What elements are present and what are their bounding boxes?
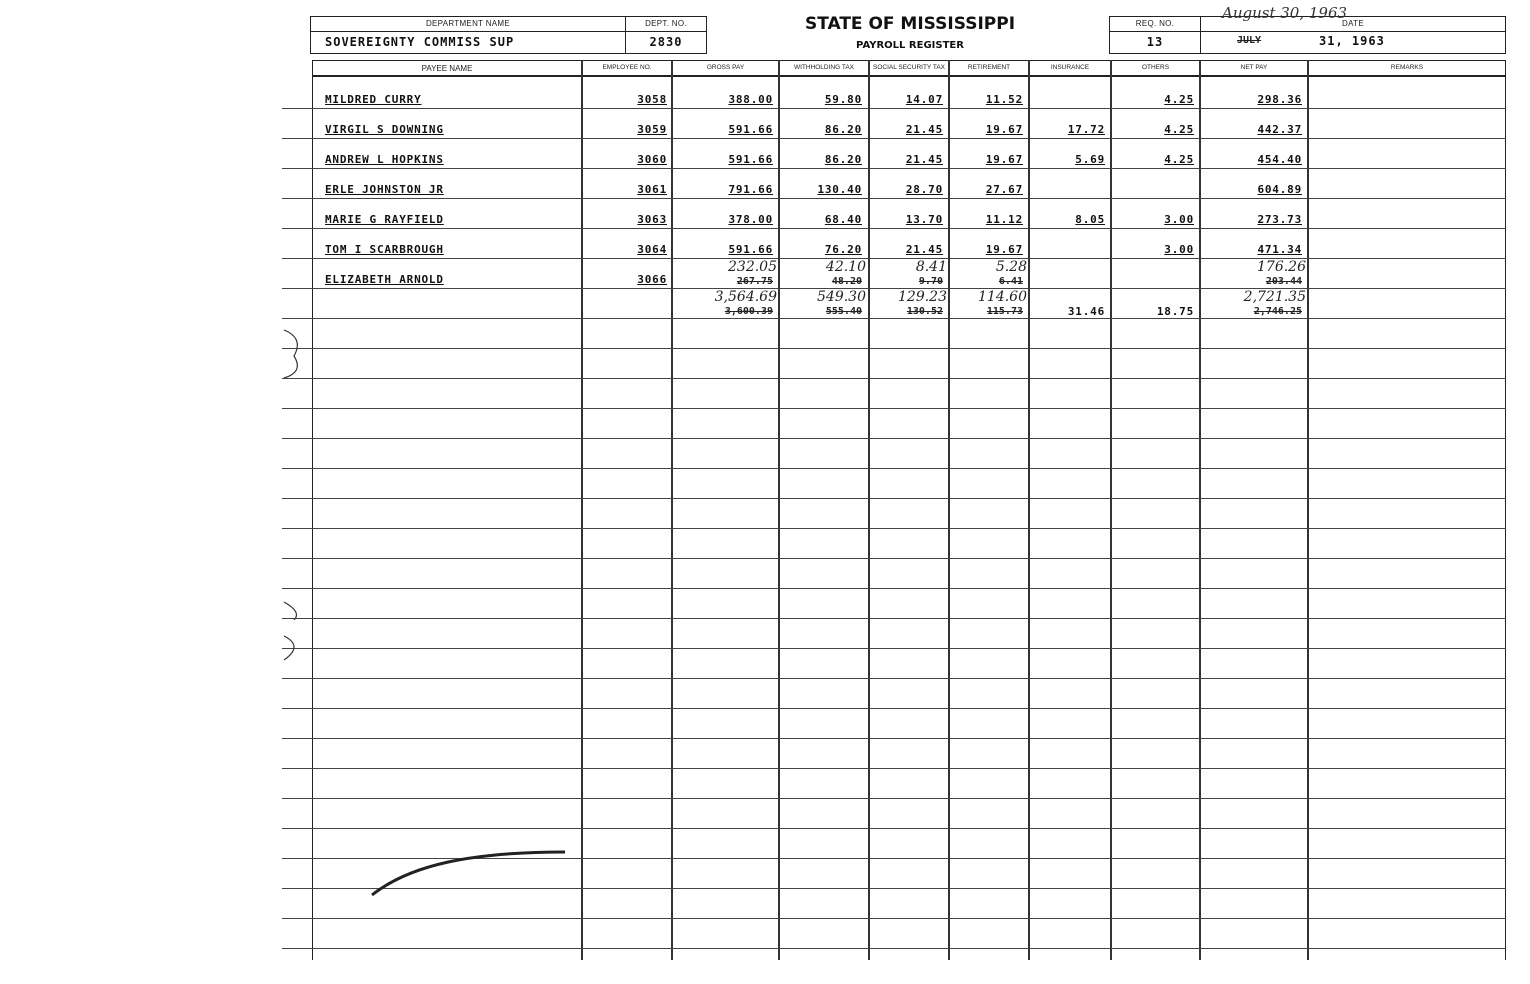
dept-no-label: DEPT. NO. bbox=[626, 17, 706, 32]
total-social-security-tax-cell-handwritten: 129.23 bbox=[898, 289, 947, 305]
total-social-security-tax-cell-struck: 130.52 bbox=[906, 306, 943, 317]
payee-name-cell: ANDREW L HOPKINS bbox=[325, 153, 444, 166]
withholding-tax-cell: 130.40 bbox=[817, 183, 862, 196]
payee-name-cell: TOM I SCARBROUGH bbox=[325, 243, 444, 256]
row-rule bbox=[282, 918, 1506, 919]
gross-pay-cell-struck: 267.75 bbox=[736, 276, 773, 287]
col-divider bbox=[581, 60, 583, 960]
total-retirement-cell-struck: 115.73 bbox=[986, 306, 1023, 317]
date-handwritten: August 30, 1963 bbox=[1222, 4, 1348, 22]
insurance-cell: 17.72 bbox=[1067, 123, 1105, 136]
net-pay-cell-handwritten: 176.26 bbox=[1257, 259, 1306, 275]
employee-no-cell: 3064 bbox=[637, 243, 667, 256]
col-divider bbox=[671, 60, 673, 960]
total-withholding-tax-cell-struck: 555.40 bbox=[825, 306, 862, 317]
gross-pay-cell: 378.00 bbox=[728, 213, 773, 226]
withholding-tax-cell-struck: 48.20 bbox=[831, 276, 862, 287]
header-divider bbox=[312, 75, 1506, 77]
row-rule bbox=[282, 798, 1506, 799]
gross-pay-cell-handwritten: 232.05 bbox=[728, 259, 777, 275]
colhead-others: OTHERS bbox=[1141, 64, 1170, 71]
row-rule bbox=[282, 408, 1506, 409]
gross-pay-cell: 591.66 bbox=[728, 243, 773, 256]
row-rule bbox=[282, 318, 1506, 319]
retirement-cell: 11.52 bbox=[985, 93, 1023, 106]
total-others-cell: 18.75 bbox=[1156, 305, 1194, 318]
row-rule bbox=[282, 618, 1506, 619]
row-rule bbox=[282, 528, 1506, 529]
social-security-tax-cell: 21.45 bbox=[905, 123, 943, 136]
req-no-box bbox=[1109, 16, 1201, 54]
withholding-tax-cell: 68.40 bbox=[824, 213, 862, 226]
social-security-tax-cell: 14.07 bbox=[905, 93, 943, 106]
total-withholding-tax-cell-handwritten: 549.30 bbox=[817, 289, 866, 305]
col-divider bbox=[868, 60, 870, 960]
col-divider bbox=[1110, 60, 1112, 960]
total-net-pay-cell-handwritten: 2,721.35 bbox=[1243, 289, 1306, 305]
withholding-tax-cell: 76.20 bbox=[824, 243, 862, 256]
date-struck-month: JULY bbox=[1237, 35, 1262, 46]
gross-pay-cell: 791.66 bbox=[728, 183, 773, 196]
retirement-cell: 19.67 bbox=[985, 153, 1023, 166]
department-name-value: SOVEREIGNTY COMMISS SUP bbox=[325, 35, 515, 49]
row-rule bbox=[282, 108, 1506, 109]
req-no-value: 13 bbox=[1146, 35, 1164, 49]
others-cell: 4.25 bbox=[1164, 153, 1194, 166]
social-security-tax-cell: 21.45 bbox=[905, 153, 943, 166]
social-security-tax-cell-struck: 9.70 bbox=[918, 276, 943, 287]
col-divider bbox=[1307, 60, 1309, 960]
insurance-cell: 5.69 bbox=[1075, 153, 1105, 166]
row-rule bbox=[282, 258, 1506, 259]
total-gross-pay-cell-struck: 3,600.39 bbox=[724, 306, 773, 317]
net-pay-cell-struck: 203.44 bbox=[1265, 276, 1302, 287]
employee-no-cell: 3058 bbox=[637, 93, 667, 106]
payee-name-cell: ELIZABETH ARNOLD bbox=[325, 273, 444, 286]
total-insurance-cell: 31.46 bbox=[1067, 305, 1105, 318]
dept-no-box bbox=[625, 16, 707, 54]
colhead-gross-pay: GROSS PAY bbox=[706, 64, 745, 71]
colhead-employee-no: EMPLOYEE NO. bbox=[602, 64, 652, 71]
date-typed: 31, 1963 bbox=[1319, 34, 1385, 48]
withholding-tax-cell: 86.20 bbox=[824, 153, 862, 166]
others-cell: 4.25 bbox=[1164, 93, 1194, 106]
row-rule bbox=[282, 288, 1506, 289]
date-label: DATE bbox=[1201, 17, 1505, 32]
employee-no-cell: 3059 bbox=[637, 123, 667, 136]
row-rule bbox=[282, 738, 1506, 739]
page-title: STATE OF MISSISSIPPI bbox=[804, 14, 1016, 34]
colhead-payee-name: PAYEE NAME bbox=[421, 64, 473, 73]
retirement-cell-struck: 6.41 bbox=[998, 276, 1023, 287]
insurance-cell: 8.05 bbox=[1075, 213, 1105, 226]
retirement-cell-handwritten: 5.28 bbox=[995, 259, 1027, 275]
colhead-net-pay: NET PAY bbox=[1240, 64, 1268, 71]
net-pay-cell: 471.34 bbox=[1257, 243, 1302, 256]
row-rule bbox=[282, 228, 1506, 229]
social-security-tax-cell: 21.45 bbox=[905, 243, 943, 256]
colhead-insurance: INSURANCE bbox=[1050, 64, 1090, 71]
payee-name-cell: MILDRED CURRY bbox=[325, 93, 422, 106]
net-pay-cell: 442.37 bbox=[1257, 123, 1302, 136]
others-cell: 3.00 bbox=[1164, 213, 1194, 226]
retirement-cell: 11.12 bbox=[985, 213, 1023, 226]
net-pay-cell: 273.73 bbox=[1257, 213, 1302, 226]
payee-name-cell: ERLE JOHNSTON JR bbox=[325, 183, 444, 196]
net-pay-cell: 454.40 bbox=[1257, 153, 1302, 166]
req-no-label: REQ. NO. bbox=[1110, 17, 1200, 32]
retirement-cell: 19.67 bbox=[985, 123, 1023, 136]
colhead-withholding-tax: WITHHOLDING TAX bbox=[793, 64, 855, 71]
date-value-row bbox=[1201, 32, 1505, 52]
col-divider bbox=[778, 60, 780, 960]
employee-no-cell: 3061 bbox=[637, 183, 667, 196]
total-net-pay-cell-struck: 2,746.25 bbox=[1253, 306, 1302, 317]
retirement-cell: 27.67 bbox=[985, 183, 1023, 196]
payee-name-cell: VIRGIL S DOWNING bbox=[325, 123, 444, 136]
gross-pay-cell: 591.66 bbox=[728, 153, 773, 166]
colhead-social-security-tax: SOCIAL SECURITY TAX bbox=[872, 64, 945, 71]
row-rule bbox=[282, 348, 1506, 349]
row-rule bbox=[282, 168, 1506, 169]
row-rule bbox=[282, 948, 1506, 949]
col-divider bbox=[948, 60, 950, 960]
dept-no-value: 2830 bbox=[649, 35, 683, 49]
net-pay-cell: 604.89 bbox=[1257, 183, 1302, 196]
gross-pay-cell: 388.00 bbox=[728, 93, 773, 106]
withholding-tax-cell-handwritten: 42.10 bbox=[825, 259, 866, 275]
col-divider bbox=[1199, 60, 1201, 960]
withholding-tax-cell: 59.80 bbox=[824, 93, 862, 106]
payee-name-cell: MARIE G RAYFIELD bbox=[325, 213, 444, 226]
colhead-remarks: REMARKS bbox=[1390, 64, 1424, 71]
row-rule bbox=[282, 198, 1506, 199]
social-security-tax-cell: 28.70 bbox=[905, 183, 943, 196]
row-rule bbox=[282, 648, 1506, 649]
row-rule bbox=[282, 138, 1506, 139]
row-rule bbox=[282, 828, 1506, 829]
social-security-tax-cell: 13.70 bbox=[905, 213, 943, 226]
row-rule bbox=[282, 558, 1506, 559]
row-rule bbox=[282, 708, 1506, 709]
colhead-retirement: RETIREMENT bbox=[967, 64, 1011, 71]
employee-no-cell: 3060 bbox=[637, 153, 667, 166]
col-divider bbox=[1028, 60, 1030, 960]
row-rule bbox=[282, 378, 1506, 379]
gross-pay-cell: 591.66 bbox=[728, 123, 773, 136]
employee-no-cell: 3063 bbox=[637, 213, 667, 226]
department-name-label: DEPARTMENT NAME bbox=[311, 17, 625, 32]
retirement-cell: 19.67 bbox=[985, 243, 1023, 256]
row-rule bbox=[282, 468, 1506, 469]
total-retirement-cell-handwritten: 114.60 bbox=[978, 289, 1027, 305]
row-rule bbox=[282, 438, 1506, 439]
social-security-tax-cell-handwritten: 8.41 bbox=[915, 259, 947, 275]
row-rule bbox=[282, 768, 1506, 769]
row-rule bbox=[282, 588, 1506, 589]
pen-stroke-mark bbox=[360, 840, 590, 900]
net-pay-cell: 298.36 bbox=[1257, 93, 1302, 106]
others-cell: 3.00 bbox=[1164, 243, 1194, 256]
others-cell: 4.25 bbox=[1164, 123, 1194, 136]
binder-hole-marks bbox=[282, 320, 312, 670]
employee-no-cell: 3066 bbox=[637, 273, 667, 286]
withholding-tax-cell: 86.20 bbox=[824, 123, 862, 136]
row-rule bbox=[282, 498, 1506, 499]
total-gross-pay-cell-handwritten: 3,564.69 bbox=[714, 289, 777, 305]
department-name-box bbox=[310, 16, 626, 54]
row-rule bbox=[282, 678, 1506, 679]
page-subtitle: PAYROLL REGISTER bbox=[856, 40, 964, 51]
